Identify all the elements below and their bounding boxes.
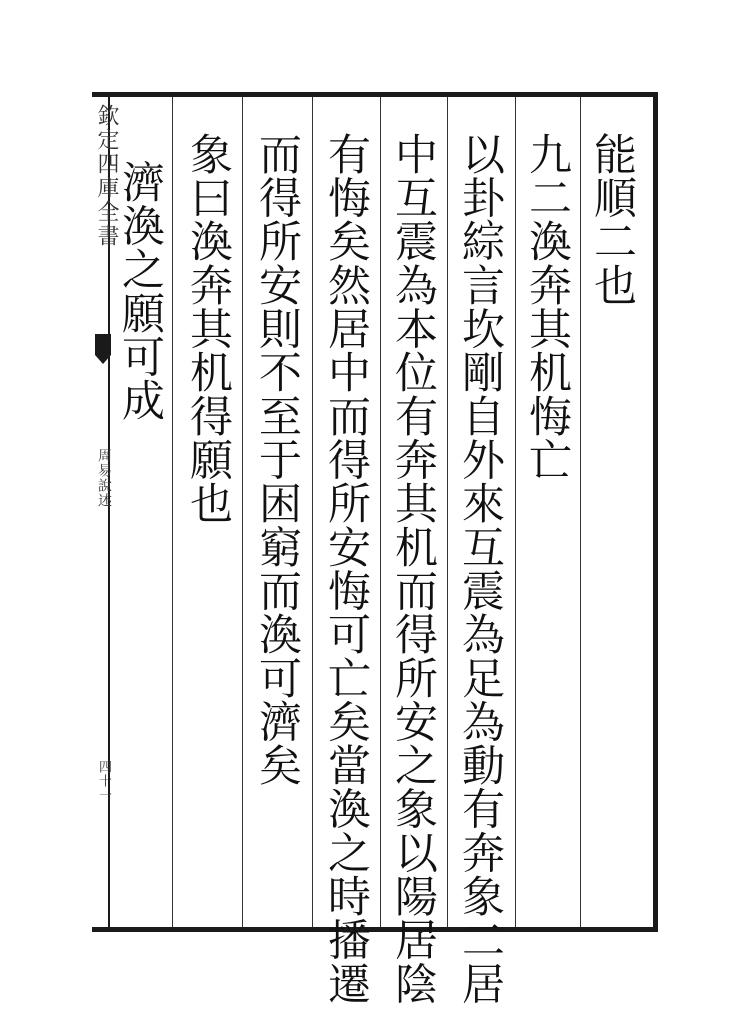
column-rule [312,97,313,927]
column-rule [515,97,516,927]
column-rule [447,97,448,927]
text-column-5: 有悔矣然居中而得所安悔可亡矣當渙之時播遷 [321,132,371,1006]
column-rule [172,97,173,927]
text-column-3: 以卦綜言坎剛自外來互震為足為動有奔象二居 [455,132,505,1006]
margin-chapter-title: 周易說述 [96,448,112,508]
text-column-6: 而得所安則不至于困窮而渙可濟矣 [252,132,302,787]
column-rule [380,97,381,927]
margin-page-number: 四十一 [96,760,111,802]
column-rule [242,97,243,927]
page-frame [92,92,658,932]
margin-book-title: 欽定四庫全書 [94,104,119,248]
column-rule [580,97,581,927]
text-column-8: 濟渙之願可成 [115,160,165,422]
text-column-7: 象曰渙奔其机得願也 [183,132,233,525]
text-column-4: 中互震為本位有奔其机而得所安之象以陽居陰 [388,132,438,1006]
text-column-2: 九二渙奔其机悔亡 [522,132,572,482]
text-column-1: 能順二也 [587,132,637,307]
